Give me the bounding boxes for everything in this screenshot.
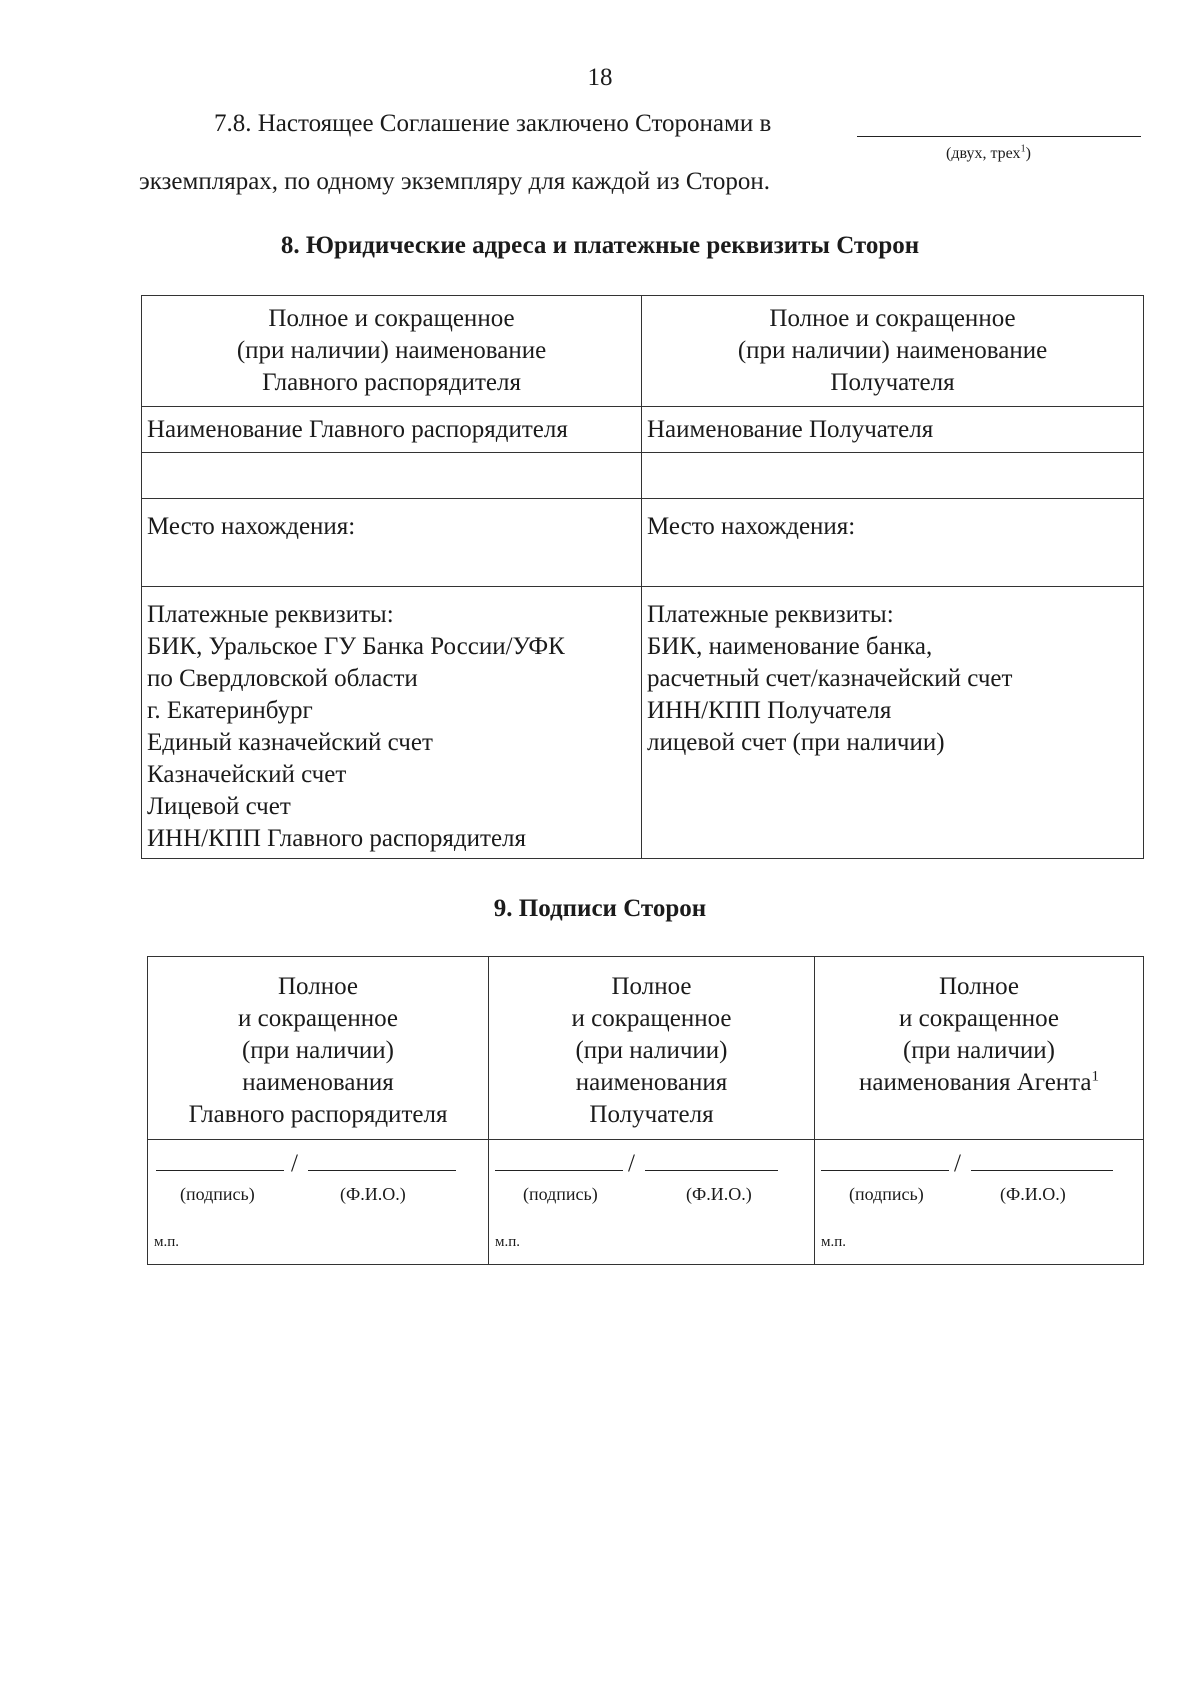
sig-header-line: наименования	[575, 1069, 728, 1096]
sig-header-line: Получателя	[589, 1101, 714, 1128]
signature-slash: /	[628, 1150, 635, 1177]
stamp-place: м.п.	[821, 1234, 847, 1250]
payment-line: БИК, Уральское ГУ Банка России/УФК	[147, 633, 565, 660]
fio-blank	[971, 1170, 1113, 1171]
name-recipient: Наименование Получателя	[642, 407, 1144, 453]
payment-details-chief-administrator	[142, 587, 642, 859]
signature-slash: /	[954, 1150, 961, 1177]
payment-line: Платежные реквизиты:	[647, 601, 894, 628]
payment-line: Казначейский счет	[147, 761, 347, 788]
payment-line: БИК, наименование банка,	[647, 633, 933, 660]
sig-header-line: и сокращенное	[571, 1005, 732, 1032]
signature-header-agent	[815, 957, 1144, 1140]
payment-line: Платежные реквизиты:	[147, 601, 394, 628]
footnote-marker: 1	[1091, 1068, 1099, 1085]
signature-cell-recipient	[489, 1140, 815, 1265]
address-recipient: Место нахождения:	[642, 499, 1144, 587]
copies-count-blank	[857, 136, 1141, 137]
sig-header-line: Полное	[939, 973, 1019, 1000]
sig-header-line: Главного распорядителя	[188, 1101, 448, 1128]
sig-header-line: наименования	[242, 1069, 394, 1096]
sig-header-line: Полное	[278, 973, 358, 1000]
address-row	[142, 499, 1144, 587]
stamp-place: м.п.	[495, 1234, 521, 1250]
signature-caption: (подпись)	[523, 1184, 598, 1204]
signatures-header-row	[148, 957, 1144, 1140]
payment-line: расчетный счет/казначейский счет	[647, 665, 1013, 692]
signatures-row	[148, 1140, 1144, 1265]
fio-caption: (Ф.И.О.)	[686, 1184, 752, 1204]
signature-header-chief-administrator	[148, 957, 489, 1140]
payment-line: ИНН/КПП Главного распорядителя	[147, 825, 527, 852]
header-left-line: Полное и сокращенное	[268, 305, 515, 332]
address-chief-administrator: Место нахождения:	[142, 499, 642, 587]
signature-cell-agent	[815, 1140, 1144, 1265]
signature-caption: (подпись)	[849, 1184, 924, 1204]
requisites-table	[141, 295, 1144, 859]
payment-details-row	[142, 587, 1144, 859]
payment-line: Единый казначейский счет	[147, 729, 433, 756]
sig-header-line: и сокращенное	[899, 1005, 1059, 1032]
payment-line: по Свердловской области	[147, 665, 418, 692]
header-recipient	[642, 296, 1144, 407]
section-8-title: 8. Юридические адреса и платежные реквизиты Сторон	[280, 232, 920, 259]
payment-line: лицевой счет (при наличии)	[647, 729, 945, 756]
sig-header-line: (при наличии)	[575, 1037, 728, 1064]
sig-header-line: (при наличии)	[241, 1037, 395, 1064]
payment-details-recipient	[642, 587, 1144, 859]
signature-slash: /	[291, 1150, 298, 1177]
fio-caption: (Ф.И.О.)	[340, 1184, 406, 1204]
signature-header-recipient	[489, 957, 815, 1140]
sig-header-line: и сокращенное	[238, 1005, 398, 1032]
signature-blank	[821, 1170, 949, 1171]
empty-cell-right	[642, 453, 1144, 499]
header-right-line: (при наличии) наименование	[737, 337, 1048, 364]
payment-line: Лицевой счет	[147, 793, 291, 820]
signatures-table	[147, 956, 1144, 1265]
fio-blank	[645, 1170, 778, 1171]
clause-7-8-text-start: 7.8. Настоящее Соглашение заключено Сторонами в	[214, 110, 772, 137]
payment-line: г. Екатеринбург	[147, 697, 313, 724]
section-9-title: 9. Подписи Сторон	[493, 895, 707, 922]
header-chief-administrator	[142, 296, 642, 407]
copies-count-note: (двух, трех$^1$)	[946, 143, 1031, 162]
requisites-header-row	[142, 296, 1144, 407]
signature-blank	[495, 1170, 623, 1171]
payment-line: ИНН/КПП Получателя	[647, 697, 892, 724]
fio-caption: (Ф.И.О.)	[1000, 1184, 1066, 1204]
name-chief-administrator: Наименование Главного распорядителя	[142, 407, 642, 453]
page-number: 18	[587, 64, 613, 91]
signature-caption: (подпись)	[180, 1184, 255, 1204]
empty-cell-left	[142, 453, 642, 499]
name-row	[142, 407, 1144, 453]
signature-blank	[156, 1170, 284, 1171]
clause-7-8-text-end: экземплярах, по одному экземпляру для каждой из Сторон.	[139, 168, 771, 195]
empty-row	[142, 453, 1144, 499]
header-right-line: Полное и сокращенное	[769, 305, 1016, 332]
stamp-place: м.п.	[154, 1234, 180, 1250]
fio-blank	[308, 1170, 456, 1171]
sig-header-line: Полное	[611, 973, 692, 1000]
header-right-line: Получателя	[830, 369, 955, 396]
sig-header-line: наименования Агента$^1$	[858, 1068, 1099, 1096]
header-left-line: (при наличии) наименование	[236, 337, 547, 364]
sig-header-line: (при наличии)	[902, 1037, 1056, 1064]
signature-cell-chief-administrator	[148, 1140, 489, 1265]
header-left-line: Главного распорядителя	[262, 369, 521, 396]
